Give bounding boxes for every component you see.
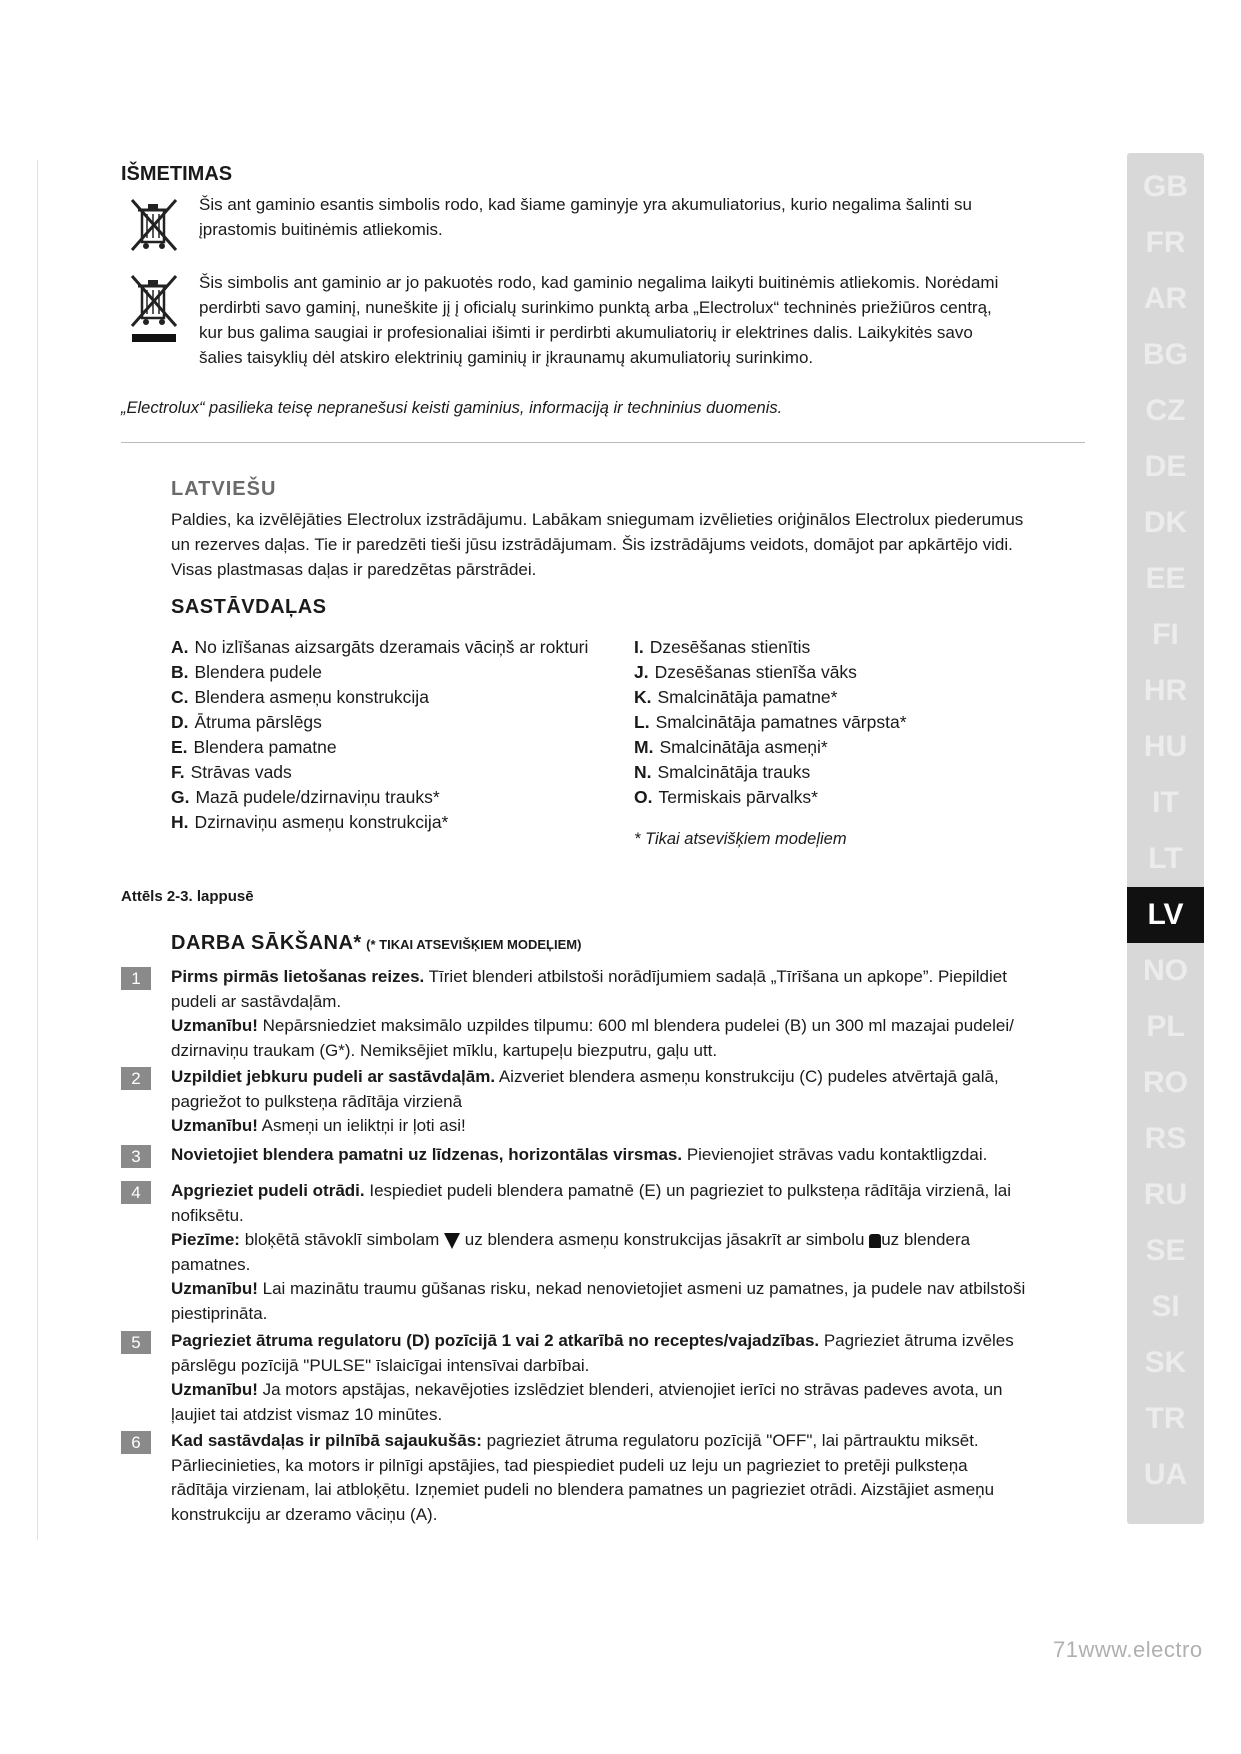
margin-line xyxy=(37,160,38,1540)
step-number: 2 xyxy=(121,1067,151,1090)
tab-ee[interactable]: EE xyxy=(1145,562,1186,595)
step-5: Pagrieziet ātruma regulatoru (D) pozīcijā 1 vai 2 atkarībā no receptes/vajadzības. Pagrieziet ātruma izvēles pārslēgu pozīcijā "PULSE" īslaicīgai intensīvai darbībai. Uzmanību! Ja motors apstājas, nekavējoties izslēdziet blenderi, atvienojiet ierīci no strāvas padeves avota, un ļaujiet tai atdzist vismaz 10 minūtes. xyxy=(171,1331,1014,1424)
tab-hr[interactable]: HR xyxy=(1143,674,1188,707)
step-number: 3 xyxy=(121,1145,151,1168)
tab-pl[interactable]: PL xyxy=(1146,1010,1185,1043)
tab-hu[interactable]: HU xyxy=(1143,730,1188,763)
disposal-title: IŠMETIMAS xyxy=(121,163,233,185)
lock-icon xyxy=(869,1234,881,1248)
tab-si[interactable]: SI xyxy=(1151,1290,1180,1323)
step-1: Pirms pirmās lietošanas reizes. Tīriet blenderi atbilstoši norādījumiem sadaļā „Tīrīšana un apkope”. Piepildiet pudeli ar sastāvdaļām. Uzmanību! Nepārsniedziet maksimālo uzpildes tilpumu: 600 ml blendera pudelei (B) un 300 ml mazajai pudelei/ dzirnaviņu traukam (G*). Nemiksējiet mīklu, kartupeļu biezputru, gaļu utt. xyxy=(171,967,1014,1060)
triangle-symbol-icon xyxy=(444,1233,460,1249)
page-footer: 71www.electro xyxy=(1053,1637,1203,1662)
step-number: 5 xyxy=(121,1331,151,1354)
start-title: DARBA SĀKŠANA* (* TIKAI ATSEVIŠĶIEM MODEĻIEM) xyxy=(171,932,582,954)
step-6: Kad sastāvdaļas ir pilnībā sajaukušās: pagrieziet ātruma regulatoru pozīcijā "OFF", lai pārtrauktu miksēt. Pārliecinieties, ka motors ir pilnīgi apstājies, tad piespiediet pudeli uz leju un pagrieziet to pretēji pulksteņa rādītāja virzienam, lai atbloķētu. Izņemiet pudeli no blendera pamatnes un pagrieziet otrādi. Aizstājiet asmeņu konstrukciju ar dzeramo vāciņu (A). xyxy=(171,1431,995,1524)
parts-list-left xyxy=(171,635,611,835)
step-4: Apgrieziet pudeli otrādi. Iespiediet pudeli blendera pamatnē (E) un pagrieziet to pulksteņa rādītāja virzienā, lai nofiksētu. Piezīme: bloķētā stāvoklī simbolam uz blendera asmeņu konstrukcijas jāsakrīt ar simbolu uz blendera pamatnes. Uzmanību! Lai mazinātu traumu gūšanas risku, nekad nenovietojiet asmeni uz pamatnes, ja pudele nav atbilstoši piestiprināta. xyxy=(171,1181,1026,1323)
tab-gb[interactable]: GB xyxy=(1143,170,1188,203)
tab-bg[interactable]: BG xyxy=(1143,338,1188,371)
disposal-text-1: Šis ant gaminio esantis simbolis rodo, kad šiame gaminyje yra akumuliatorius, kurio negalima šalinti su įprastomis buitinėmis atliekomis. xyxy=(199,195,972,239)
tab-lt[interactable]: LT xyxy=(1148,842,1183,875)
intro-text: Paldies, ka izvēlējāties Electrolux izstrādājumu. Labākam sniegumam izvēlieties oriģinālos Electrolux piederumus un rezerves daļas. Tie ir paredzēti tieši jūsu izstrādājumam. Šis izstrādājums veidots, domājot par apkārtējo vidi. Visas plastmasas daļas ir paredzētas pārstrādei. xyxy=(171,510,1024,579)
parts-footnote: * Tikai atsevišķiem modeļiem xyxy=(634,830,847,848)
crossed-bin-weee-icon xyxy=(128,272,180,344)
tab-rs[interactable]: RS xyxy=(1144,1122,1187,1155)
list-item: J. Dzesēšanas stienīša vāks xyxy=(634,662,857,682)
tab-fr[interactable]: FR xyxy=(1145,226,1186,259)
list-item: O. Termiskais pārvalks* xyxy=(634,787,818,807)
tab-it[interactable]: IT xyxy=(1152,786,1179,819)
list-item: F. Strāvas vads xyxy=(171,762,292,782)
list-item: M. Smalcinātāja asmeņi* xyxy=(634,737,828,757)
disposal-text-2: Šis simbolis ant gaminio ar jo pakuotės rodo, kad gaminio negalima laikyti buitinėmis atliekomis. Norėdami perdirbti savo gaminį, nuneškite jį į oficialų surinkimo punktą arba „Electrolux“ techninės priežiūros centrą, kur bus galima saugiai ir profesionaliai išimti ir perdirbti akumuliatorių ir elektrines dalis. Laikykitės savo šalies taisyklių dėl atskiro elektrinių gaminių ir įkraunamų akumuliatorių surinkimo. xyxy=(199,273,999,367)
tab-dk[interactable]: DK xyxy=(1143,506,1188,539)
step-number: 1 xyxy=(121,967,151,990)
tab-se[interactable]: SE xyxy=(1145,1234,1186,1267)
list-item: B. Blendera pudele xyxy=(171,662,322,682)
list-item: H. Dzirnaviņu asmeņu konstrukcija* xyxy=(171,812,449,832)
electrolux-note: „Electrolux“ pasilieka teisę nepranešusi keisti gaminius, informaciją ir techninius duomenis. xyxy=(121,399,783,417)
step-3: Novietojiet blendera pamatni uz līdzenas, horizontālas virsmas. Pievienojiet strāvas vadu kontaktligzdai. xyxy=(171,1145,988,1164)
tab-de[interactable]: DE xyxy=(1144,450,1187,483)
figure-reference: Attēls 2-3. lappusē xyxy=(121,888,254,905)
step-2: Uzpildiet jebkuru pudeli ar sastāvdaļām. Aizveriet blendera asmeņu konstrukciju (C) pudeles atvērtajā galā, pagriežot to pulksteņa rādītāja virzienā Uzmanību! Asmeņi un ieliktņi ir ļoti asi! xyxy=(171,1067,999,1135)
tab-ru[interactable]: RU xyxy=(1143,1178,1188,1211)
tab-sk[interactable]: SK xyxy=(1144,1346,1187,1379)
list-item: L. Smalcinātāja pamatnes vārpsta* xyxy=(634,712,907,732)
tab-no[interactable]: NO xyxy=(1143,954,1188,987)
language-heading: LATVIEŠU xyxy=(171,478,277,500)
list-item: E. Blendera pamatne xyxy=(171,737,337,757)
step-number: 6 xyxy=(121,1431,151,1454)
list-item: D. Ātruma pārslēgs xyxy=(171,712,322,732)
tab-ua[interactable]: UA xyxy=(1143,1458,1188,1491)
tab-ar[interactable]: AR xyxy=(1143,282,1188,315)
list-item: G. Mazā pudele/dzirnaviņu trauks* xyxy=(171,787,440,807)
parts-list-right xyxy=(634,635,1074,810)
list-item: K. Smalcinātāja pamatne* xyxy=(634,687,838,707)
tab-lv[interactable]: LV xyxy=(1127,887,1204,943)
list-item: N. Smalcinātāja trauks xyxy=(634,762,811,782)
step-number: 4 xyxy=(121,1181,151,1204)
tab-cz[interactable]: CZ xyxy=(1145,394,1186,427)
parts-title: SASTĀVDAĻAS xyxy=(171,596,327,618)
list-item: C. Blendera asmeņu konstrukcija xyxy=(171,687,429,707)
list-item: A. No izlīšanas aizsargāts dzeramais vāciņš ar rokturi xyxy=(171,637,589,657)
crossed-bin-battery-icon xyxy=(128,196,180,252)
divider xyxy=(121,442,1085,443)
list-item: I. Dzesēšanas stienītis xyxy=(634,637,811,657)
tab-tr[interactable]: TR xyxy=(1145,1402,1186,1435)
tab-fi[interactable]: FI xyxy=(1152,618,1179,651)
tab-ro[interactable]: RO xyxy=(1143,1066,1188,1099)
